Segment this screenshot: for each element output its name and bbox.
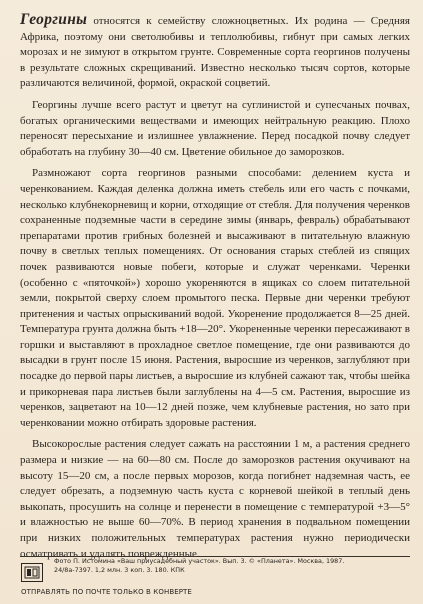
imprint-block xyxy=(54,557,414,575)
mailing-notice: ОТПРАВЛЯТЬ ПО ПОЧТЕ ТОЛЬКО В КОНВЕРТЕ xyxy=(21,588,192,596)
paragraph-soil: Георгины лучше всего растут и цветут на суглинистой и супесчаных почвах, богатых органическими веществами и имеющих нейтральную реакцию. Плохо переносят пересыхание и излишнее увлажнение. Перед посадкой почву следует обработать на глубину 30—40 см. Цветение обильное до заморозков. xyxy=(20,98,410,158)
article-body xyxy=(20,12,410,562)
imprint-line-2: 24/8а-7397. 1,2 млн. 3 коп. 3. 180. КПК xyxy=(54,566,185,575)
title-word: Георгины xyxy=(20,11,88,28)
paragraph-planting: Высокорослые растения следует сажать на расстоянии 1 м, а растения среднего размера и низкие — на 60—80 см. После до заморозков растения окучивают на высоту 15—20 см, а после первых морозов, когда погибнет надземная часть, ее следует обрезать, а подземную часть куста с корневой шейкой в теплый день выкопать, просушить на солнце и перенести в помещение с температурой +3—5° и влажностью не выше 60—70%. В период хранения в подвальном помещении при низких положительных температурах растения нужно периодически осматривать и удалять поврежденные. xyxy=(20,438,410,560)
paragraph-intro xyxy=(20,12,410,92)
planeta-publisher-logo-icon xyxy=(21,563,43,582)
paragraph-intro-text: относятся к семейству сложноцветных. Их родина — Средняя Африка, поэтому они светолюбивы и теплолюбивы, гибнут при самых легких морозах и не зимуют в открытом грунте. Современные сорта георгинов получены в результате сложных скрещиваний. Известно несколько тысяч сортов, которые различаются величиной, формой, окраской соцветий. xyxy=(20,15,410,90)
imprint-line-1: Фото П. Истомина «Ваш приусадебный участок». Вып. 3. © «Планета». Москва, 1987. xyxy=(54,557,345,565)
paragraph-propagation: Размножают сорта георгинов разными способами: делением куста и черенкованием. Каждая деленка должна иметь стебель или его часть с почками, несколько клубнекорневищ и корни, отходящие от стебля. Для получения черенков сохраненные подземные части в середине зимы (январь, февраль) обрабатывают препаратами против грибных болезней и высаживают в питательную влажную почву в светлых теплых помещениях. От основания старых стеблей из спящих почек развиваются новые побеги, которые и служат черенками. Черенки (особенно с «пяточкой») хорошо укореняются в ящиках со слоем питательной земли, покрытой сверху слоем промытого песка. Первые дни черенки требуют притенения и частых опрыскиваний водой. Укоренение продолжается 8—25 дней. Температура грунта должна быть +18—20°. Укорененные черенки пересаживают в горшки и выставляют в прохладное светлое помещение, где они развиваются до высадки в грунт после 15 июня. Растения, выросшие из черенков, заглубляют при посадке до первой пары листьев, а выросшие из клубней сажают так, чтобы шейка и прикорневая пара листьев были заглублены на 4—5 см. Растения, выросшие из черенков, зацветают на 10—12 дней позже, чем клубневые растения, но зато при черенковании можно отбирать здоровые растения. xyxy=(20,167,410,429)
